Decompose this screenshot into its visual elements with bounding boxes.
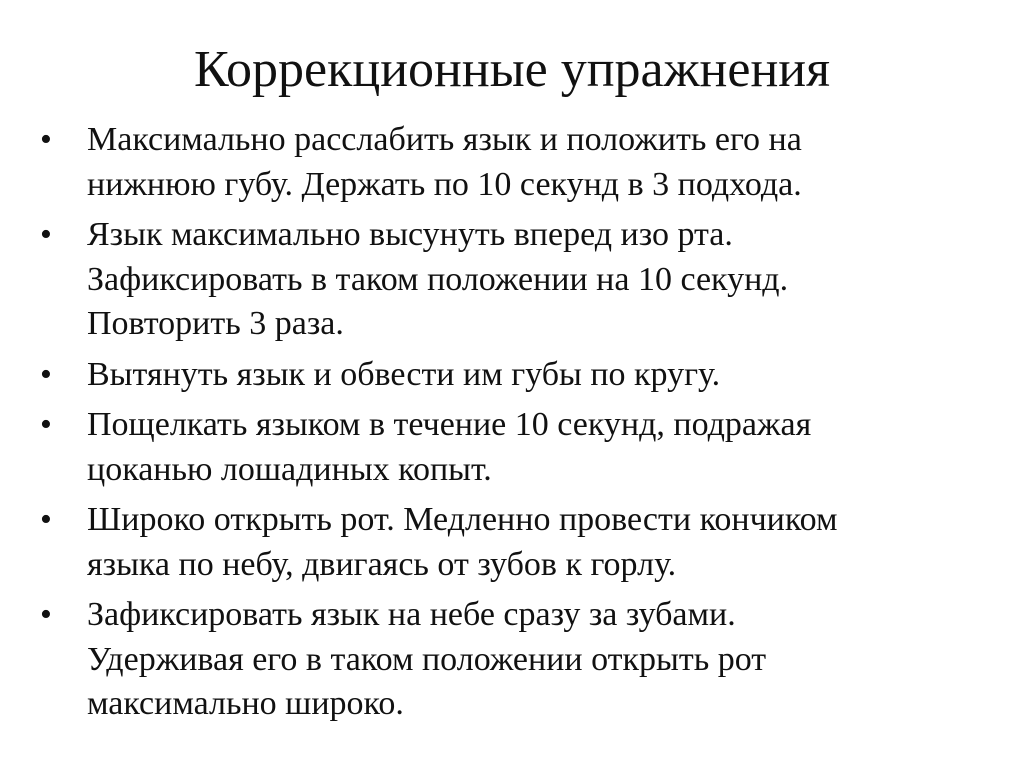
bullet-item [0,593,1024,727]
bullet-icon: • [40,121,52,158]
bullet-text-line: Широко открыть рот. Медленно провести кончиком [87,501,838,538]
bullet-item [0,353,1024,398]
bullet-text-line: Зафиксировать в таком положении на 10 секунд. [87,260,789,298]
bullet-text-line: языка по небу, двигаясь от зубов к горлу. [87,545,677,583]
bullet-text-line: Зафиксировать язык на небе сразу за зубами. [87,596,736,633]
bullet-icon: • [40,406,52,443]
bullet-text-line: Максимально расслабить язык и положить его на [87,121,802,158]
bullet-icon: • [40,596,52,633]
bullet-item [0,213,1024,347]
bullet-text-line: нижнюю губу. Держать по 10 секунд в 3 подхода. [87,165,802,203]
bullet-text-line: цоканью лошадиных копыт. [87,450,492,488]
bullet-text-line: Язык максимально высунуть вперед изо рта. [87,216,733,253]
bullet-icon: • [40,355,52,393]
bullet-text-line: Вытянуть язык и обвести им губы по кругу. [87,355,721,393]
slide-title: Коррекционные упражнения [193,41,831,98]
bullet-item [0,498,1024,587]
bullet-text-line: Удерживая его в таком положении открыть рот [87,640,767,678]
bullet-icon: • [40,501,52,538]
bullet-text-line: Повторить 3 раза. [87,305,344,342]
bullet-list [0,118,1024,733]
bullet-text-line: Пощелкать языком в течение 10 секунд, подражая [87,406,812,443]
bullet-text-line: максимально широко. [87,685,404,722]
bullet-item [0,118,1024,207]
bullet-item [0,403,1024,492]
bullet-icon: • [40,216,52,253]
